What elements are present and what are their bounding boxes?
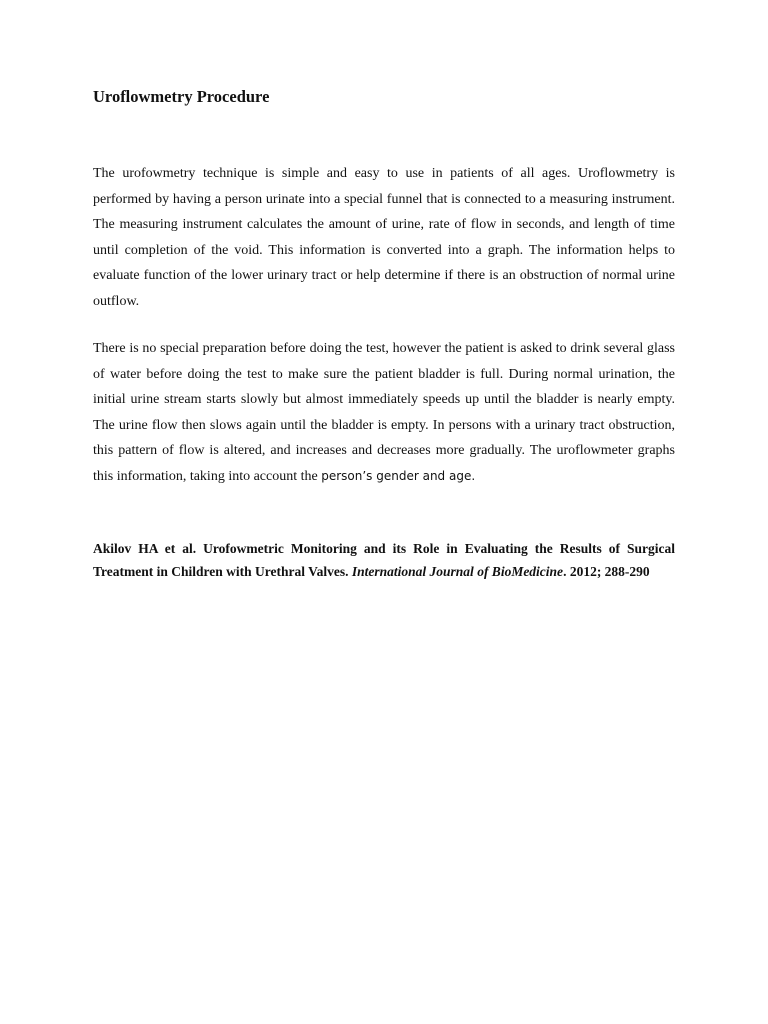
paragraph-procedure-description: The urofowmetry technique is simple and easy to use in patients of all ages. Uroflowmetry is performed by having a person urinate into a special funnel that is connected to a measuring instrument. The measuring instrument calculates the amount of urine, rate of flow in seconds, and length of time until completion of the void. This information is converted into a graph. The information helps to evaluate function of the lower urinary tract or help determine if there is an obstruction of normal urine outflow. [93,166,675,309]
document-title: Uroflowmetry Procedure [93,87,270,106]
reference-details: . 2012; 288-290 [563,564,650,579]
paragraph-preparation-main: There is no special preparation before doing the test, however the patient is asked to drink several glass of water before doing the test to make sure the patient bladder is full. During normal urination, the initial urine stream starts slowly but almost immediately speeds up until the bladder is nearly empty. The urine flow then slows again until the bladder is empty. In persons with a urinary tract obstruction, this pattern of flow is altered, and increases and decreases more gradually. The uroflowmeter graphs this information, taking into account the [93,341,675,484]
paragraph-preparation [93,336,675,489]
reference-citation [93,537,675,583]
reference-authors-title: Akilov HA et al. Urofowmetric Monitoring and its Role in Evaluating the Results of Surgical Treatment in Children with Urethral Valves. [93,541,675,579]
reference-journal: International Journal of BioMedicine [351,564,564,579]
document-page [93,86,675,597]
paragraph-preparation-tail: person’s gender and age. [321,468,476,483]
